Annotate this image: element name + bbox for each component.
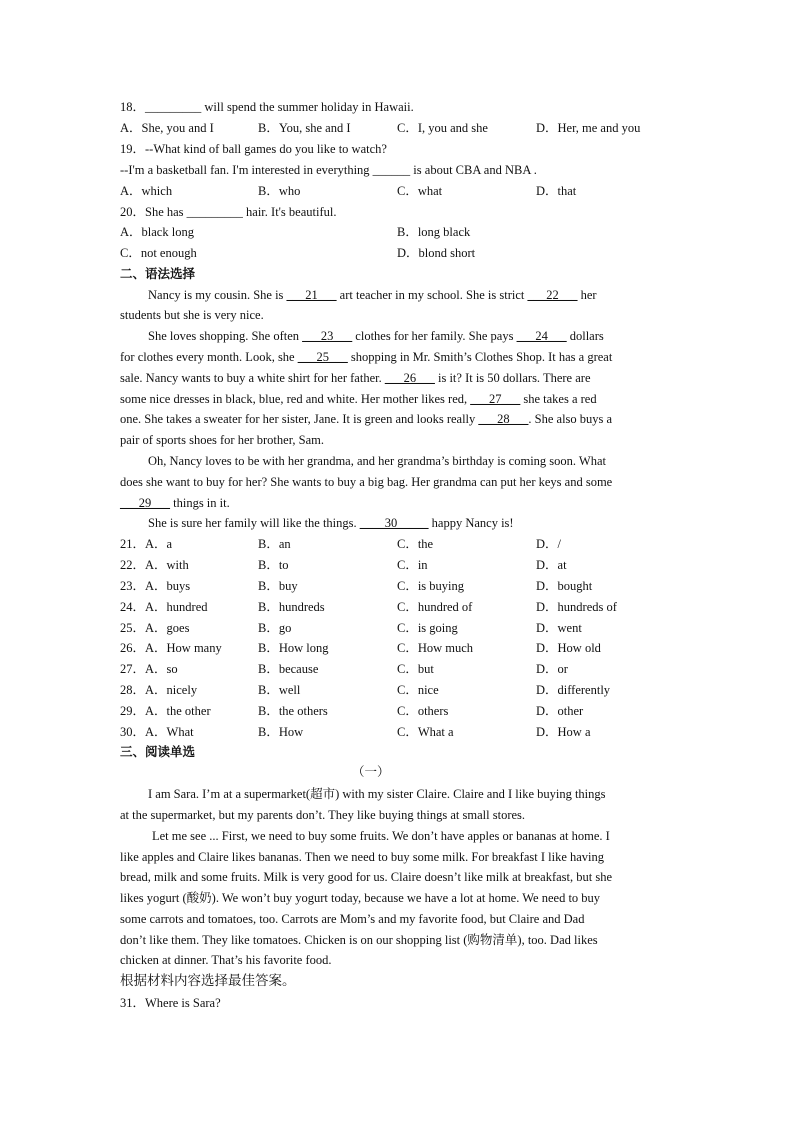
q19-option-d: D．that [536, 184, 577, 198]
choice-28-c: C．nice [397, 683, 439, 697]
reading-line-1: I am Sara. I’m at a supermarket(超市) with my sister Claire. Claire and I like buying things [148, 787, 606, 801]
q18-option-d: D．Her, me and you [536, 121, 641, 135]
choice-25-a: 25．A．goes [120, 621, 190, 635]
choice-29-d: D．other [536, 704, 584, 718]
question-31-stem: 31．Where is Sara? [120, 996, 221, 1010]
text: things in it. [170, 496, 230, 510]
choice-24-c: C．hundred of [397, 600, 473, 614]
grammar-para2-line6: pair of sports shoes for her brother, Sam. [120, 433, 324, 447]
blank-29: ___29___ [120, 496, 170, 510]
grammar-para2-line2 [120, 349, 612, 365]
choice-21-a: 21．A．a [120, 537, 173, 551]
grammar-para2-line1 [148, 328, 604, 344]
choice-22-c: C．in [397, 558, 428, 572]
choice-23-c: C．is buying [397, 579, 465, 593]
choice-26-b: B．How long [258, 641, 329, 655]
choice-24-b: B．hundreds [258, 600, 325, 614]
grammar-para1-line1 [148, 287, 597, 303]
choice-26-c: C．How much [397, 641, 474, 655]
choice-29-c: C．others [397, 704, 449, 718]
blank-30: ____30_____ [359, 516, 429, 530]
choice-22-b: B．to [258, 558, 289, 572]
choice-28-a: 28．A．nicely [120, 683, 198, 697]
choice-27-d: D．or [536, 662, 568, 676]
q20-option-b: B．long black [397, 225, 471, 239]
text: for clothes every month. Look, she [120, 350, 298, 364]
choice-24-a: 24．A．hundred [120, 600, 208, 614]
grammar-para3-line1: Oh, Nancy loves to be with her grandma, and her grandma’s birthday is coming soon. What [148, 454, 606, 468]
choice-30-b: B．How [258, 725, 304, 739]
text: She is sure her family will like the things. [148, 516, 360, 530]
choice-22-d: D．at [536, 558, 567, 572]
text: one. She takes a sweater for her sister, Jane. It is green and looks really [120, 412, 479, 426]
blank-26: ___26___ [384, 371, 435, 385]
blank-28: ___28___ [478, 412, 529, 426]
text: art teacher in my school. She is strict [336, 288, 528, 302]
text: her [577, 288, 597, 302]
choice-29-a: 29．A．the other [120, 704, 211, 718]
choice-28-d: D．differently [536, 683, 611, 697]
section-3-title: 三、阅读单选 [120, 744, 196, 759]
reading-line-4: like apples and Claire likes bananas. Then we need to buy some milk. For breakfast I like having [120, 850, 605, 864]
grammar-para2-line5 [120, 411, 612, 427]
reading-line-7: some carrots and tomatoes, too. Carrots are Mom’s and my favorite food, but Claire and Dad [120, 912, 585, 926]
choice-28-b: B．well [258, 683, 301, 697]
choice-30-a: 30．A．What [120, 725, 194, 739]
choice-25-d: D．went [536, 621, 582, 635]
text: is it? It is 50 dollars. There are [434, 371, 591, 385]
choice-23-d: D．bought [536, 579, 593, 593]
q18-option-b: B．You, she and I [258, 121, 351, 135]
question-18-stem: 18．_________ will spend the summer holiday in Hawaii. [120, 100, 414, 114]
blank-27: ___27___ [470, 392, 521, 406]
question-20-stem: 20．She has _________ hair. It's beautiful. [120, 205, 337, 219]
blank-23: ___23___ [302, 329, 353, 343]
text: sale. Nancy wants to buy a white shirt for her father. [120, 371, 385, 385]
text: she takes a red [520, 392, 597, 406]
q18-option-a: A．She, you and I [120, 121, 214, 135]
question-19-line1: 19．--What kind of ball games do you like to watch? [120, 142, 387, 156]
q19-option-b: B．who [258, 184, 301, 198]
text: clothes for her family. She pays [352, 329, 517, 343]
question-19-line2: --I'm a basketball fan. I'm interested in everything ______ is about CBA and NBA . [120, 163, 537, 177]
grammar-para1-line2: students but she is very nice. [120, 308, 264, 322]
q18-option-c: C．I, you and she [397, 121, 488, 135]
choice-27-a: 27．A．so [120, 662, 178, 676]
q19-option-c: C．what [397, 184, 443, 198]
reading-instruction: 根据材料内容选择最佳答案。 [120, 973, 296, 989]
blank-25: ___25___ [297, 350, 348, 364]
q20-option-a: A．black long [120, 225, 194, 239]
grammar-para2-line4 [120, 391, 597, 407]
choice-21-c: C．the [397, 537, 434, 551]
q19-option-a: A．which [120, 184, 173, 198]
choice-29-b: B．the others [258, 704, 328, 718]
grammar-para4-line1 [148, 515, 514, 531]
grammar-para3-line3 [120, 495, 230, 511]
reading-line-6: likes yogurt (酸奶). We won’t buy yogurt today, because we have a lot at home. We need to buy [120, 891, 601, 905]
text: dollars [566, 329, 604, 343]
blank-22: ___22___ [527, 288, 578, 302]
section-2-title: 二、语法选择 [120, 266, 196, 281]
grammar-para3-line2: does she want to buy for her? She wants to buy a big bag. Her grandma can put her keys and some [120, 475, 613, 489]
choice-30-c: C．What a [397, 725, 454, 739]
reading-line-5: bread, milk and some fruits. Milk is very good for us. Claire doesn’t like milk at breakfast, but she [120, 870, 613, 884]
choice-25-c: C．is going [397, 621, 458, 635]
choice-25-b: B．go [258, 621, 292, 635]
choice-23-b: B．buy [258, 579, 298, 593]
reading-line-9: chicken at dinner. That’s his favorite food. [120, 953, 332, 967]
text: some nice dresses in black, blue, red and white. Her mother likes red, [120, 392, 471, 406]
text: She loves shopping. She often [148, 329, 303, 343]
reading-line-8: don’t like them. They like tomatoes. Chicken is on our shopping list (购物清单), too. Dad likes [120, 933, 598, 947]
q20-option-d: D．blond short [397, 246, 476, 260]
blank-24: ___24___ [516, 329, 567, 343]
text: happy Nancy is! [428, 516, 514, 530]
passage-label: （一） [352, 764, 390, 779]
reading-line-3: Let me see ... First, we need to buy some fruits. We don’t have apples or bananas at home. I [152, 829, 610, 843]
text: . She also buys a [528, 412, 613, 426]
choice-24-d: D．hundreds of [536, 600, 617, 614]
choice-22-a: 22．A．with [120, 558, 189, 572]
choice-26-d: D．How old [536, 641, 601, 655]
reading-line-2: at the supermarket, but my parents don’t. They like buying things at small stores. [120, 808, 526, 822]
choice-27-b: B．because [258, 662, 319, 676]
choice-30-d: D．How a [536, 725, 591, 739]
grammar-para2-line3 [120, 370, 591, 386]
choice-21-b: B．an [258, 537, 291, 551]
choice-23-a: 23．A．buys [120, 579, 191, 593]
text: Nancy is my cousin. She is [148, 288, 287, 302]
q20-option-c: C．not enough [120, 246, 197, 260]
choice-21-d: D．/ [536, 537, 562, 551]
choice-27-c: C．but [397, 662, 434, 676]
text: shopping in Mr. Smith’s Clothes Shop. It has a great [347, 350, 613, 364]
choice-26-a: 26．A．How many [120, 641, 222, 655]
blank-21: ___21___ [286, 288, 337, 302]
